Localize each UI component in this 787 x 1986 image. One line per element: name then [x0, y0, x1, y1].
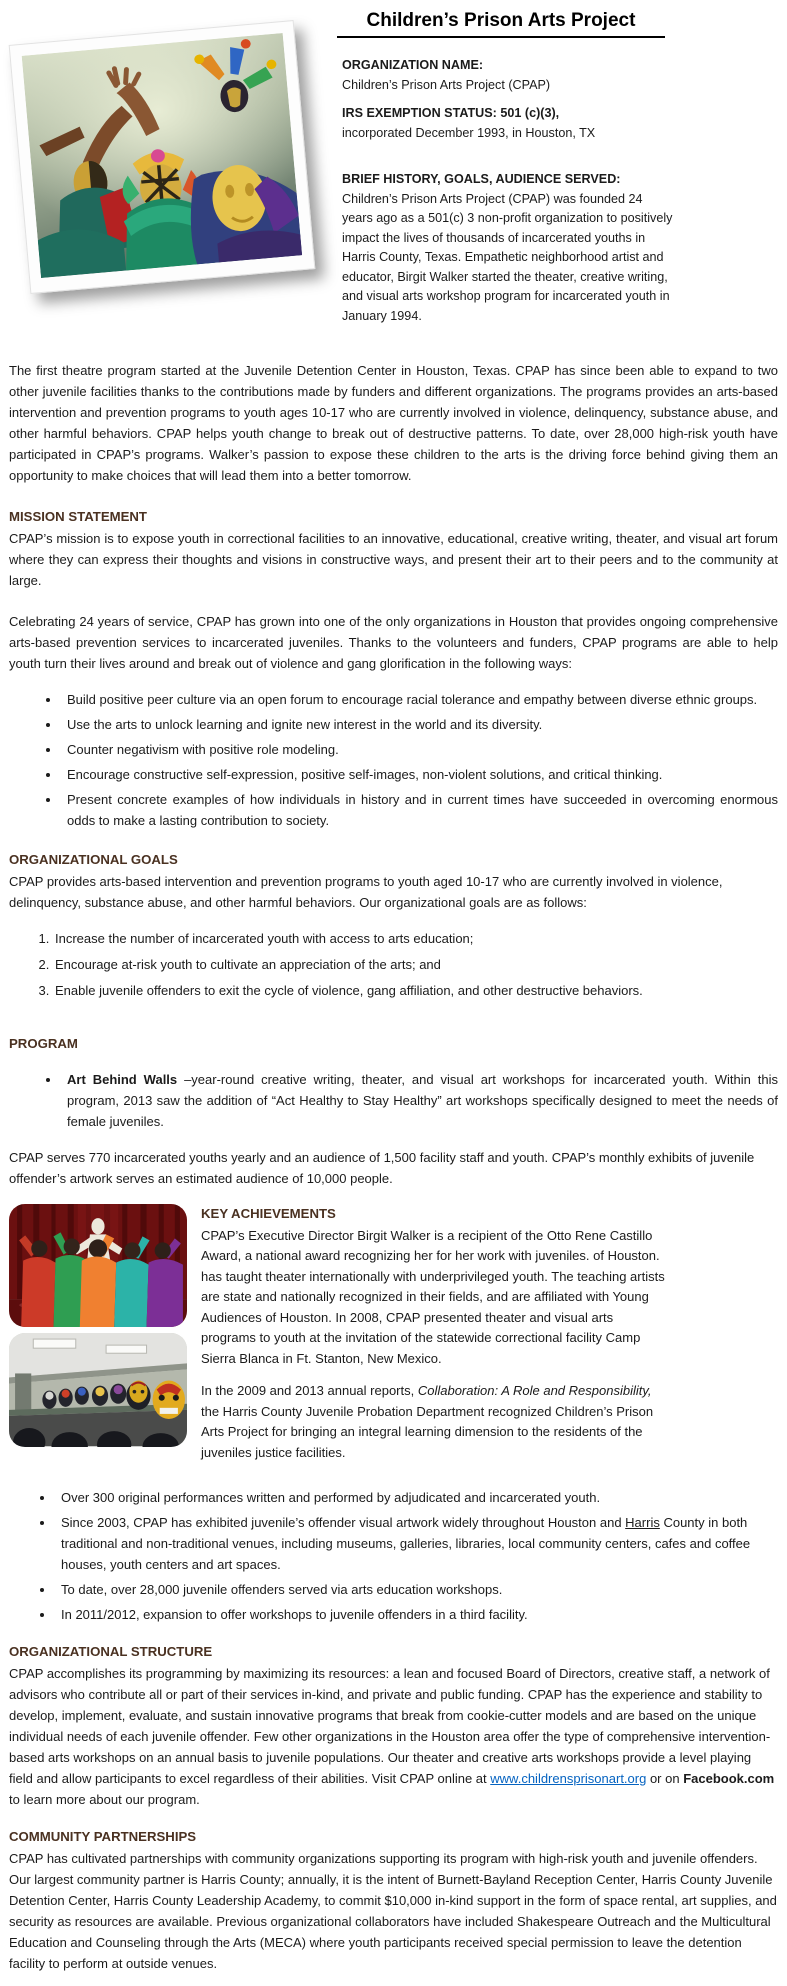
organizational-goals-text: CPAP provides arts-based intervention and prevention programs to youth aged 10-17 who are currently involved in violence, delinquency, substance abuse, and other harmful behaviors. Our organizational goals are as follows: — [9, 874, 723, 910]
irs-status-label: IRS EXEMPTION STATUS: 501 (c)(3), — [342, 106, 560, 120]
key-achievements-text — [201, 1204, 669, 1463]
program-name: Art Behind Walls — [67, 1072, 178, 1087]
list-item: • To date, over 28,000 juvenile offenders served via arts education workshops. — [55, 1579, 778, 1600]
list-item: 3. Enable juvenile offenders to exit the cycle of violence, gang affiliation, and other destructive behaviors. — [53, 980, 778, 1001]
brief-history-text: Children’s Prison Arts Project (CPAP) was founded 24 years ago as a 501(c) 3 non-profit organization to positively impact the lives of thousands of incarcerated youths in Harris County, Texas. Empathetic neighborhood artist and educator, Birgit Walker started the theater, creative writing, and visual arts workshop program for incarcerated youth in January 1994. — [342, 191, 673, 323]
intro-paragraph: The first theatre program started at the Juvenile Detention Center in Houston, Texas. CPAP has since been able to expand to two other juvenile facilities thanks to the contributions made by funders and different organizations. The programs provides an arts-based intervention and prevention programs to youth ages 10-17 who are currently involved in violence, delinquency, substance abuse, and other harmful behaviors. CPAP helps youth change to break out of destructive patterns. To date, over 28,000 high-risk youth have participated in CPAP’s programs. Walker’s passion to expose these children to the arts is the driving force behind giving them an opportunity to make choices that will lead them into a better tomorrow. — [9, 363, 778, 483]
celebrating-paragraph: Celebrating 24 years of service, CPAP has grown into one of the only organizations in Houston that provides ongoing comprehensive arts-based prevention services to incarcerated juveniles. Thanks to the volunteers and funders, CPAP programs are able to help youth turn their lives around and break out of violence and gang glorification in the following ways: — [9, 614, 778, 671]
masked-performers-image — [22, 33, 302, 278]
organizational-goals-list — [9, 928, 778, 1001]
mask-workshop-photo — [9, 1333, 187, 1446]
organization-name-value: Children’s Prison Arts Project (CPAP) — [342, 77, 551, 92]
list-item: • In 2011/2012, expansion to offer workshops to juvenile offenders in a third facility. — [55, 1604, 778, 1625]
list-item: • Encourage constructive self-expression, positive self-images, non-violent solutions, and critical thinking. — [61, 764, 778, 785]
key-achievements-paragraph-2 — [201, 1381, 669, 1463]
harris-underlined: Harris — [625, 1515, 660, 1530]
annual-reports-text-end: the Harris County Juvenile Probation Department recognized Children’s Prison Arts Project for bringing an integral learning dimension to the residents of the juveniles justice facilities. — [201, 1403, 654, 1460]
program-heading: PROGRAM — [9, 1036, 78, 1051]
stage-performance-photo — [9, 1204, 187, 1327]
irs-status-value: incorporated December 1993, in Houston, TX — [342, 125, 596, 140]
list-item: • Use the arts to unlock learning and ignite new interest in the world and its diversity. — [61, 714, 778, 735]
program-list — [9, 1069, 778, 1132]
exhibit-text: Since 2003, CPAP has exhibited juvenile’s offender visual artwork widely throughout Houston and — [61, 1515, 626, 1530]
list-item — [55, 1512, 778, 1575]
key-achievements-section — [9, 1204, 778, 1463]
annual-reports-text: In the 2009 and 2013 annual reports, — [201, 1383, 418, 1398]
exhibit-text-end: County in both traditional and non-traditional venues, including museums, galleries, libraries, local community centers, cafes and coffee houses, youth centers and art spaces. — [61, 1515, 751, 1572]
list-item: 2. Encourage at-risk youth to cultivate an appreciation of the arts; and — [53, 954, 778, 975]
structure-text-mid: or on — [646, 1771, 684, 1786]
key-achievements-heading: KEY ACHIEVEMENTS — [201, 1206, 336, 1221]
report-title-italic: Collaboration: A Role and Responsibility, — [417, 1383, 652, 1398]
achievement-bullet-list — [9, 1487, 778, 1625]
document-header — [9, 0, 778, 336]
stage-performance-image — [9, 1204, 187, 1327]
structure-text-end: to learn more about our program. — [9, 1792, 200, 1807]
mission-bullet-list — [9, 689, 778, 831]
community-partnerships-text: CPAP has cultivated partnerships with community organizations supporting its program with high-risk youth and juvenile offenders. Our largest community partner is Harris County; annually, it is the intent of Burnett-Bayland Reception Center, Harris County Juvenile Detention Center, Harris County Leadership Academy, to commit $10,000 in-kind support in the form of space rental, art supplies, and security as resources are available. Previous organizational collaborators have included Shakespeare Outreach and the Multicultural Education and Counseling through the Arts (MECA) where youth participants received special permission to leave the detention facility to perform at outside venues. — [9, 1851, 777, 1971]
header-info-column — [342, 56, 676, 326]
serves-paragraph: CPAP serves 770 incarcerated youths yearly and an audience of 1,500 facility staff and youth. CPAP’s monthly exhibits of juvenile offender’s artwork serves an estimated audience of 10,000 people. — [9, 1150, 755, 1186]
program-description: –year-round creative writing, theater, and visual art workshops for incarcerated youth. Within this program, 2013 saw the addition of “Act Healthy to Stay Healthy” art workshops specifically designed to meet the needs of female juveniles. — [67, 1072, 778, 1129]
hero-photo — [9, 20, 316, 294]
list-item: • Present concrete examples of how individuals in history and in current times have succeeded in overcoming enormous odds to make a lasting contribution to society. — [61, 789, 778, 831]
structure-text: CPAP accomplishes its programming by maximizing its resources: a lean and focused Board of Directors, creative staff, a network of advisors who contribute all or part of their services in-kind, and private and public funding. CPAP has the experience and stability to develop, implement, evaluate, and sustain innovative programs that break from cookie-cutter models and are based on the unique individual needs of each juvenile offender. Few other organizations in the Houston area offer the type of comprehensive intervention-based arts workshops on an annual basis to juvenile populations. Our theater and creative arts workshops provide a level playing field and allow participants to excel regardless of their abilities. Visit CPAP online at — [9, 1666, 771, 1786]
brief-history-label: BRIEF HISTORY, GOALS, AUDIENCE SERVED: — [342, 172, 621, 186]
list-item: • Over 300 original performances written and performed by adjudicated and incarcerated youth. — [55, 1487, 778, 1508]
page-title-text: Children’s Prison Arts Project — [337, 8, 666, 38]
mission-statement-heading: MISSION STATEMENT — [9, 509, 147, 524]
organizational-goals-heading: ORGANIZATIONAL GOALS — [9, 852, 178, 867]
website-link[interactable]: www.childrensprisonart.org — [490, 1771, 647, 1786]
organizational-structure-heading: ORGANIZATIONAL STRUCTURE — [9, 1644, 213, 1659]
list-item: 1. Increase the number of incarcerated youth with access to arts education; — [53, 928, 778, 949]
list-item: • Counter negativism with positive role modeling. — [61, 739, 778, 760]
key-achievements-paragraph-1: CPAP’s Executive Director Birgit Walker is a recipient of the Otto Rene Castillo Award, a national award recognizing her for her work with juveniles. of Houston. has taught theater internationally with underprivileged youth. The teaching artists are state and nationally recognized in their fields, and are affiliated with Young Audiences of Houston. In 2008, CPAP presented theater and visual arts programs to youth at the invitation of the statewide correctional facility Camp Sierra Blanca in Ft. Stanton, New Mexico. — [201, 1227, 665, 1366]
organization-name-label: ORGANIZATION NAME: — [342, 58, 484, 72]
facebook-bold: Facebook.com — [683, 1771, 775, 1786]
list-item: • Build positive peer culture via an open forum to encourage racial tolerance and empathy between diverse ethnic groups. — [61, 689, 778, 710]
community-partnerships-heading: COMMUNITY PARTNERSHIPS — [9, 1829, 197, 1844]
list-item — [61, 1069, 778, 1132]
mask-workshop-image — [9, 1333, 187, 1446]
page-title — [327, 8, 675, 38]
organizational-structure-text — [9, 1663, 778, 1810]
mission-statement-text: CPAP’s mission is to expose youth in correctional facilities to an innovative, educational, creative writing, theater, and visual art forum where they can express their thoughts and visions in constructive ways, and present their art to their peers and to the community at large. — [9, 531, 778, 588]
achievement-photos — [9, 1204, 187, 1463]
